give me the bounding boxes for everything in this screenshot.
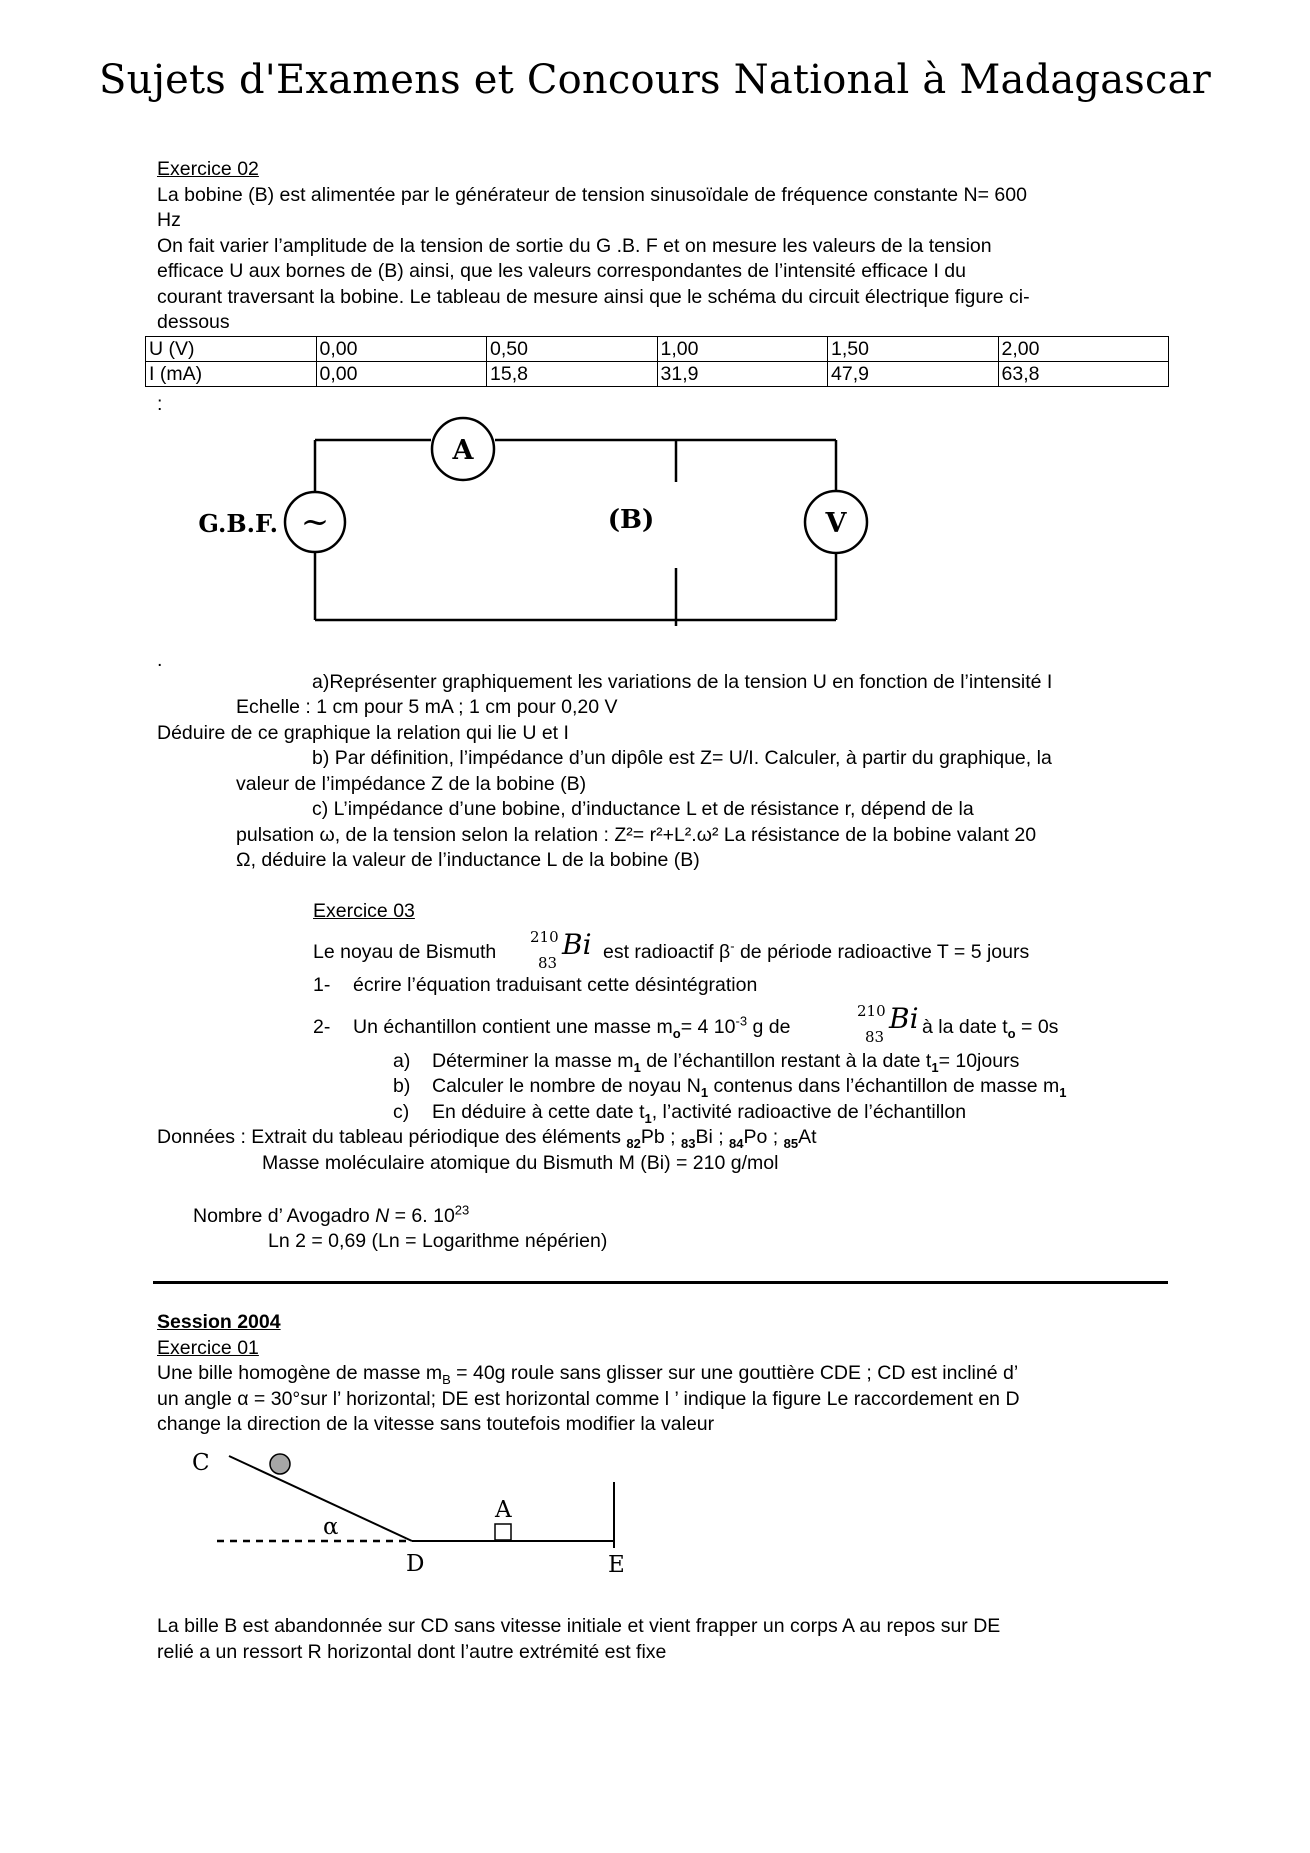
session-ex01-heading: Exercice 01 <box>157 1337 259 1359</box>
question-a-deduce: Déduire de ce graphique la relation qui lie U et I <box>157 722 569 744</box>
ex03-intro-rest <box>603 940 1029 966</box>
table-cell: 2,00 <box>998 337 1169 362</box>
table-cell: 63,8 <box>998 362 1169 387</box>
qc-text-b: , l’activité radioactive de l’échantillon <box>651 1101 967 1123</box>
session-title: Session 2004 <box>157 1311 281 1333</box>
qc-text-a: En déduire à cette date t <box>432 1101 645 1123</box>
table-cell: 1,50 <box>828 337 999 362</box>
ex02-line: La bobine (B) est alimentée par le générateur de tension sinusoïdale de fréquence constante N= 600 <box>157 184 1027 206</box>
q2-text-a: Un échantillon contient une masse m <box>353 1016 673 1038</box>
ex03-intro-text: Le noyau de Bismuth <box>313 941 497 963</box>
question-a: a)Représenter graphiquement les variations de la tension U en fonction de l’intensité I <box>312 671 1053 693</box>
session-line: un angle α = 30°sur l’ horizontal; DE est horizontal comme l ’ indique la figure Le raccordement en D <box>157 1388 1020 1410</box>
ex02-line: dessous <box>157 311 230 333</box>
colon-mark: : <box>157 393 163 415</box>
ex02-line: efficace U aux bornes de (B) ainsi, que les valeurs correspondantes de l’intensité efficace I du <box>157 260 966 282</box>
qb-number: b) <box>393 1075 411 1097</box>
element-z: 83 <box>680 1135 696 1151</box>
question-c-cont: pulsation ω, de la tension selon la relation : Z²= r²+L².ω² La résistance de la bobine valant 20 <box>236 824 1037 846</box>
label-c: C <box>192 1450 210 1476</box>
question-b-cont: valeur de l’impédance Z de la bobine (B) <box>236 773 587 795</box>
session-line-a: Une bille homogène de masse m <box>157 1362 443 1384</box>
qa-text-c: = 10jours <box>938 1050 1020 1072</box>
qa-sub: 1 <box>633 1059 641 1075</box>
session-line-b: = 40g roule sans glisser sur une gouttière CDE ; CD est incliné d’ <box>450 1362 1019 1384</box>
measurement-table <box>145 336 1169 387</box>
element-z: 82 <box>626 1135 641 1151</box>
table-cell: 15,8 <box>487 362 658 387</box>
q2-text-c: g de <box>747 1016 791 1038</box>
table-cell: 0,00 <box>316 362 487 387</box>
qa-text <box>432 1049 1019 1075</box>
ln2-line: Ln 2 = 0,69 (Ln = Logarithme népérien) <box>268 1230 608 1252</box>
ex02-heading: Exercice 02 <box>157 158 259 180</box>
element-symbol: Bi ; <box>695 1126 724 1148</box>
label-alpha: α <box>323 1514 339 1540</box>
element-z: 85 <box>783 1135 799 1151</box>
qc-number: c) <box>393 1101 410 1123</box>
session-line <box>157 1361 1018 1387</box>
q2-date <box>922 1015 1058 1041</box>
qa-text-a: Déterminer la masse m <box>432 1050 634 1072</box>
qb-sub: 1 <box>700 1084 709 1100</box>
isotope-mass-number: 210 <box>530 928 559 946</box>
table-cell: U (V) <box>146 337 317 362</box>
avogadro-line <box>193 1204 469 1230</box>
table-row <box>146 362 1169 387</box>
avogadro-text: Nombre d’ Avogadro <box>193 1205 376 1227</box>
qb-text-a: Calculer le nombre de noyau N <box>432 1075 701 1097</box>
circuit-diagram <box>150 400 910 640</box>
gbf-label: G.B.F. <box>198 509 278 538</box>
qa-number: a) <box>393 1050 411 1072</box>
question-c: c) L’impédance d’une bobine, d’inductance L et de résistance r, dépend de la <box>312 798 974 820</box>
avogadro-value: = 6. 10 <box>389 1205 455 1227</box>
dot-mark: . <box>157 649 163 671</box>
session-line: relié a un ressort R horizontal dont l’autre extrémité est fixe <box>157 1641 667 1663</box>
beta-minus-sup: - <box>730 938 735 954</box>
qc-sub: 1 <box>644 1110 652 1126</box>
qb-sub2: 1 <box>1059 1084 1067 1100</box>
table-cell: 47,9 <box>828 362 999 387</box>
ex02-line: courant traversant la bobine. Le tableau de mesure ainsi que le schéma du circuit électrique figure ci- <box>157 286 1030 308</box>
ex03-intro-beta: est radioactif β <box>603 941 731 963</box>
isotope-atomic-number: 83 <box>865 1028 885 1046</box>
table-cell: 31,9 <box>657 362 828 387</box>
q2-date-b: = 0s <box>1015 1016 1059 1038</box>
q2-date-a: à la date t <box>922 1016 1008 1038</box>
qb-text <box>432 1074 1066 1100</box>
qb-text-b: contenus dans l’échantillon de masse m <box>708 1075 1060 1097</box>
page-header: Sujets d'Examens et Concours National à Madagascar <box>99 57 1211 103</box>
session-line: change la direction de la vitesse sans toutefois modifier la valeur <box>157 1413 715 1435</box>
label-a: A <box>495 1497 512 1523</box>
q2-text <box>353 1015 790 1041</box>
question-b: b) Par définition, l’impédance d’un dipôle est Z= U/I. Calculer, à partir du graphique, la <box>312 747 1052 769</box>
table-row <box>146 337 1169 362</box>
qa-text-b: de l’échantillon restant à la date t <box>640 1050 932 1072</box>
ex03-intro <box>313 940 496 966</box>
ex02-line: Hz <box>157 209 181 231</box>
question-c-cont: Ω, déduire la valeur de l’inductance L de la bobine (B) <box>236 849 700 871</box>
masse-moleculaire: Masse moléculaire atomique du Bismuth M (Bi) = 210 g/mol <box>262 1152 779 1174</box>
q2-text-b: = 4 10 <box>680 1016 736 1038</box>
table-cell: 0,50 <box>487 337 658 362</box>
q2-sub: o <box>672 1025 681 1041</box>
element-symbol: Po ; <box>743 1126 779 1148</box>
q1-text: écrire l’équation traduisant cette désintégration <box>353 974 758 996</box>
element-symbol: Pb ; <box>640 1126 676 1148</box>
label-d: D <box>406 1551 425 1577</box>
element-symbol: At <box>798 1126 817 1148</box>
element-z: 84 <box>729 1135 744 1151</box>
ball-symbol <box>270 1454 290 1474</box>
avogadro-symbol: N <box>375 1205 390 1227</box>
block-a-symbol <box>495 1524 511 1540</box>
generator-tilde: ~ <box>300 502 330 542</box>
isotope-atomic-number: 83 <box>538 954 558 972</box>
incline-figure <box>180 1440 660 1600</box>
q2-number: 2- <box>313 1016 331 1038</box>
isotope-symbol: Bi <box>562 928 592 961</box>
session-line: La bille B est abandonnée sur CD sans vitesse initiale et vient frapper un corps A au repos sur DE <box>157 1615 1001 1637</box>
q2-date-sub: o <box>1007 1025 1016 1041</box>
avogadro-exponent: 23 <box>454 1202 470 1218</box>
donnees-text: Données : Extrait du tableau périodique des éléments <box>157 1126 621 1148</box>
qc-text <box>432 1100 966 1126</box>
label-e: E <box>608 1552 625 1578</box>
ex03-heading: Exercice 03 <box>313 900 415 922</box>
isotope-symbol: Bi <box>889 1002 919 1035</box>
table-cell: I (mA) <box>146 362 317 387</box>
question-a-scale: Echelle : 1 cm pour 5 mA ; 1 cm pour 0,20 V <box>236 696 618 718</box>
ex03-intro-period: de période radioactive T = 5 jours <box>734 941 1030 963</box>
table-cell: 1,00 <box>657 337 828 362</box>
ex02-line: On fait varier l’amplitude de la tension de sortie du G .B. F et on mesure les valeurs de la tension <box>157 235 992 257</box>
q2-sup: -3 <box>735 1013 748 1029</box>
section-divider <box>153 1281 1168 1284</box>
donnees-line <box>157 1125 817 1151</box>
q1-number: 1- <box>313 974 331 996</box>
qa-sub2: 1 <box>931 1059 939 1075</box>
session-line-sub: B <box>442 1371 451 1387</box>
table-cell: 0,00 <box>316 337 487 362</box>
ammeter-label: A <box>452 435 474 466</box>
isotope-mass-number: 210 <box>857 1002 886 1020</box>
coil-label: (B) <box>607 505 655 535</box>
voltmeter-label: V <box>825 508 847 539</box>
